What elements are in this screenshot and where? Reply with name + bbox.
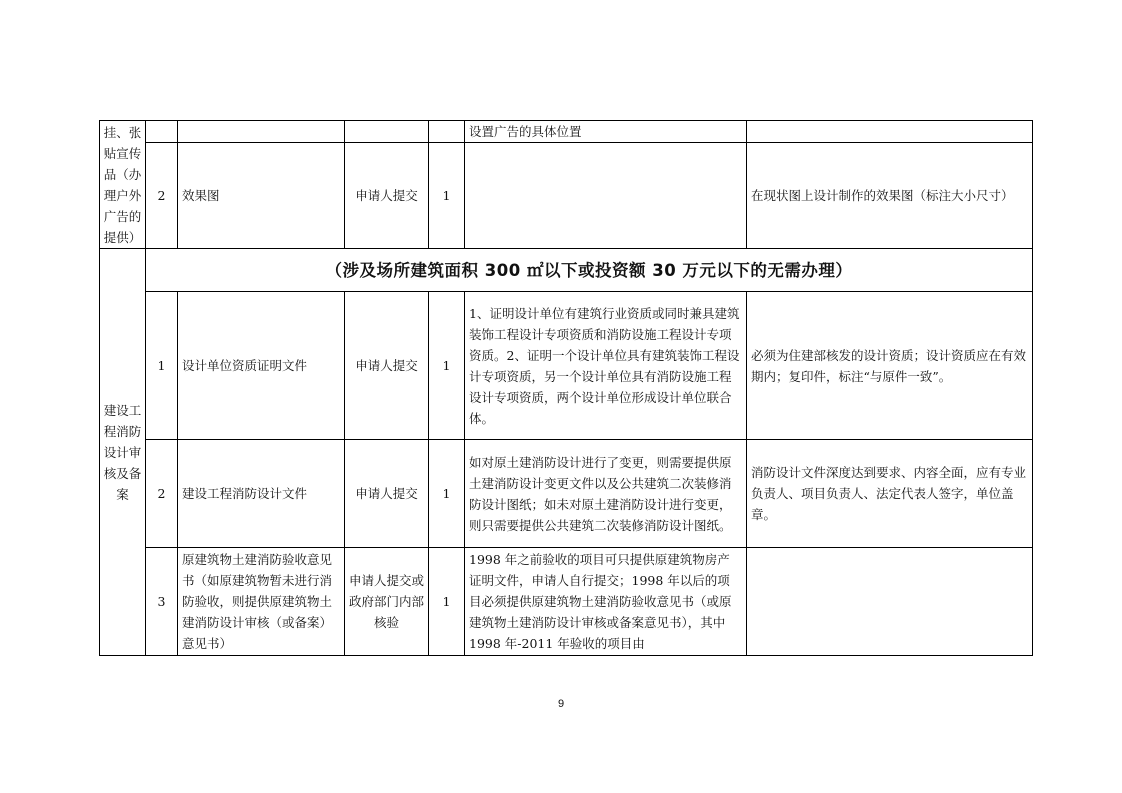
copies xyxy=(429,121,465,143)
table-row xyxy=(100,440,1033,548)
material-name: 效果图 xyxy=(178,143,345,249)
item-number: 3 xyxy=(146,548,178,656)
section-heading: （涉及场所建筑面积 300 ㎡以下或投资额 30 万元以下的无需办理） xyxy=(146,249,1033,292)
material-note xyxy=(747,548,1033,656)
material-note: 必须为住建部核发的设计资质；设计资质应在有效期内；复印件，标注“与原件一致”。 xyxy=(747,292,1033,440)
item-number: 2 xyxy=(146,440,178,548)
material-description: 1998 年之前验收的项目可只提供原建筑物房产证明文件，申请人自行提交；1998 年以后的项目必须提供原建筑物土建消防验收意见书（或原建筑物土建消防设计审核或备案意见书），其中 1998 年-2011 年验收的项目由 xyxy=(465,548,747,656)
material-source: 申请人提交 xyxy=(345,292,429,440)
material-source: 申请人提交或政府部门内部核验 xyxy=(345,548,429,656)
material-description: 设置广告的具体位置 xyxy=(465,121,747,143)
copies: 1 xyxy=(429,440,465,548)
material-note xyxy=(747,121,1033,143)
material-description: 1、证明设计单位有建筑行业资质或同时兼具建筑装饰工程设计专项资质和消防设施工程设计专项资质。2、证明一个设计单位具有建筑装饰工程设计专项资质，另一个设计单位具有消防设施工程设计专项资质，两个设计单位形成设计单位联合体。 xyxy=(465,292,747,440)
table-row xyxy=(100,249,1033,292)
item-number: 2 xyxy=(146,143,178,249)
copies: 1 xyxy=(429,143,465,249)
material-name: 建设工程消防设计文件 xyxy=(178,440,345,548)
material-source xyxy=(345,121,429,143)
table-row xyxy=(100,121,1033,143)
material-description: 如对原土建消防设计进行了变更，则需要提供原土建消防设计变更文件以及公共建筑二次装修消防设计图纸；如未对原土建消防设计进行变更，则只需要提供公共建筑二次装修消防设计图纸。 xyxy=(465,440,747,548)
material-note: 在现状图上设计制作的效果图（标注大小尺寸） xyxy=(747,143,1033,249)
copies: 1 xyxy=(429,548,465,656)
material-name: 设计单位资质证明文件 xyxy=(178,292,345,440)
item-number xyxy=(146,121,178,143)
table-row xyxy=(100,143,1033,249)
category-cell-outdoor-ads: 挂、张贴宣传品（办理户外广告的提供） xyxy=(100,121,146,249)
table-row xyxy=(100,292,1033,440)
material-name: 原建筑物土建消防验收意见书（如原建筑物暂未进行消防验收，则提供原建筑物土建消防设计审核（或备案）意见书） xyxy=(178,548,345,656)
material-note: 消防设计文件深度达到要求、内容全面，应有专业负责人、项目负责人、法定代表人签字，单位盖章。 xyxy=(747,440,1033,548)
material-name xyxy=(178,121,345,143)
page-number: 9 xyxy=(557,698,565,710)
category-cell-fire-design: 建设工程消防设计审核及备案 xyxy=(100,249,146,656)
material-source: 申请人提交 xyxy=(345,143,429,249)
item-number: 1 xyxy=(146,292,178,440)
copies: 1 xyxy=(429,292,465,440)
table-row xyxy=(100,548,1033,656)
material-description xyxy=(465,143,747,249)
materials-table xyxy=(99,120,1033,656)
material-source: 申请人提交 xyxy=(345,440,429,548)
